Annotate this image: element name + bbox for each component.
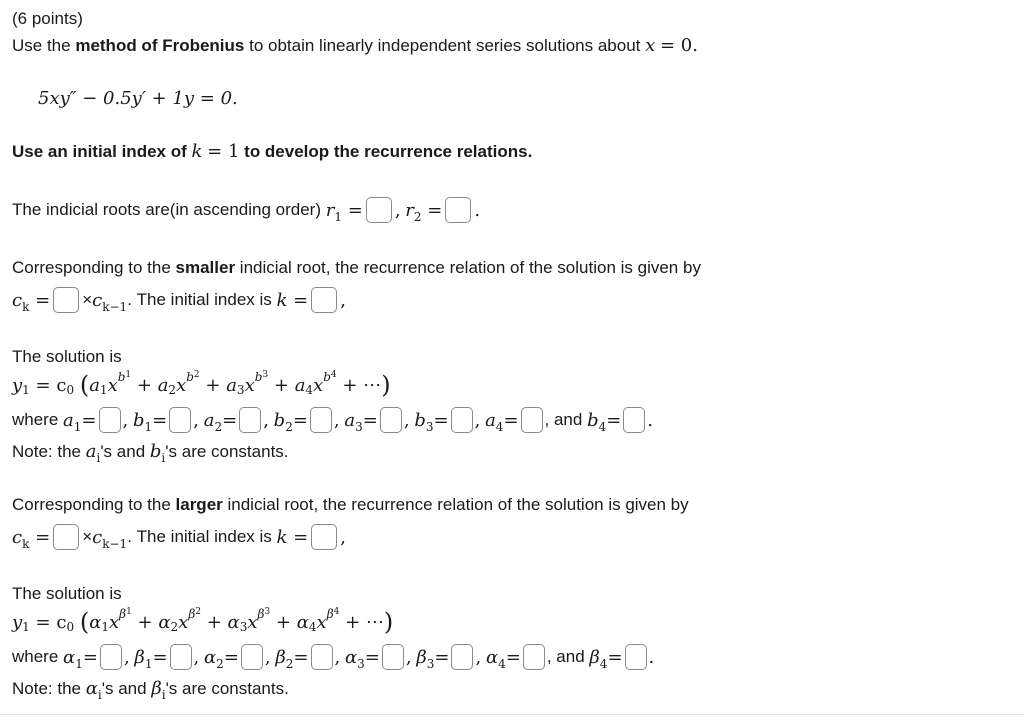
larger-initial-index-input[interactable] [311, 524, 337, 550]
smaller-initial-index-input[interactable] [311, 287, 337, 313]
a3-input[interactable] [380, 407, 402, 433]
larger-solution-label: The solution is [12, 584, 122, 603]
alpha4-input[interactable] [523, 644, 545, 670]
bottom-divider [0, 714, 1024, 715]
smaller-solution-label: The solution is [12, 347, 122, 366]
b2-input[interactable] [310, 407, 332, 433]
smaller-coefficients-row: where $a_1=$ , $b_1=$ , $a_2=$ , $b_2=$ , $a_3=$ , $b_3=$ , $a_4=$ , and $b_4=$ . [12, 407, 653, 433]
larger-recurrence-input[interactable] [53, 524, 79, 550]
smaller-note: Note: the $a_i$ 's and $b_i$ 's are constants. [12, 441, 289, 465]
ode-equation: 5xy″ − 0.5y′ + 1y = 0. [38, 88, 238, 109]
a2-input[interactable] [239, 407, 261, 433]
index-instruction: Use an initial index of k = 1 to develop the recurrence relations. [12, 141, 533, 162]
points-label: (6 points) [12, 9, 83, 28]
beta2-input[interactable] [311, 644, 333, 670]
method-name: method of Frobenius [75, 35, 245, 55]
instruction: Use the method of Frobenius to obtain linearly independent series solutions about x = 0. [12, 35, 698, 56]
a4-input[interactable] [521, 407, 543, 433]
alpha1-input[interactable] [100, 644, 122, 670]
beta3-input[interactable] [451, 644, 473, 670]
larger-coefficients-row: where $\alpha_1=$ , $\beta_1=$ , $\alpha_2=$ , $\beta_2=$ , $\alpha_3=$ , $\beta_3=$ , $\alpha_4=$ , and $\beta_4=$ . [12, 644, 654, 670]
larger-series-formula: y 1 = c 0 ( α 1 x $\beta^1$ + α 2 x $\beta^2$ + α 3 x $\beta^3$ + α 4 x $\beta^4$ + ⋯ ) [12, 607, 394, 636]
smaller-recurrence-input[interactable] [53, 287, 79, 313]
b3-input[interactable] [451, 407, 473, 433]
larger-note: Note: the $\alpha_i$ 's and $\beta_i$ 's are constants. [12, 678, 289, 702]
alpha2-input[interactable] [241, 644, 263, 670]
b1-input[interactable] [169, 407, 191, 433]
beta1-input[interactable] [170, 644, 192, 670]
smaller-series-formula: y 1 = c 0 ( a 1 x $b^1$ + a 2 x $b^2$ + a 3 x $b^3$ + a 4 x $b^4$ + ⋯ ) [12, 370, 391, 399]
larger-root-heading: Corresponding to the larger indicial root, the recurrence relation of the solution is given by [12, 495, 689, 514]
indicial-roots-row: The indicial roots are(in ascending order) $r_1$ = , $r_2$ = . [12, 197, 480, 223]
larger-recurrence-row: $c_k$ = × $c_{k-1}$ . The initial index is k = , [12, 524, 346, 550]
smaller-root-heading: Corresponding to the smaller indicial root, the recurrence relation of the solution is given by [12, 258, 701, 277]
b4-input[interactable] [623, 407, 645, 433]
r1-input[interactable] [366, 197, 392, 223]
r2-input[interactable] [445, 197, 471, 223]
beta4-input[interactable] [625, 644, 647, 670]
alpha3-input[interactable] [382, 644, 404, 670]
smaller-recurrence-row: $c_k$ = × $c_{k-1}$ . The initial index is k = , [12, 287, 346, 313]
a1-input[interactable] [99, 407, 121, 433]
